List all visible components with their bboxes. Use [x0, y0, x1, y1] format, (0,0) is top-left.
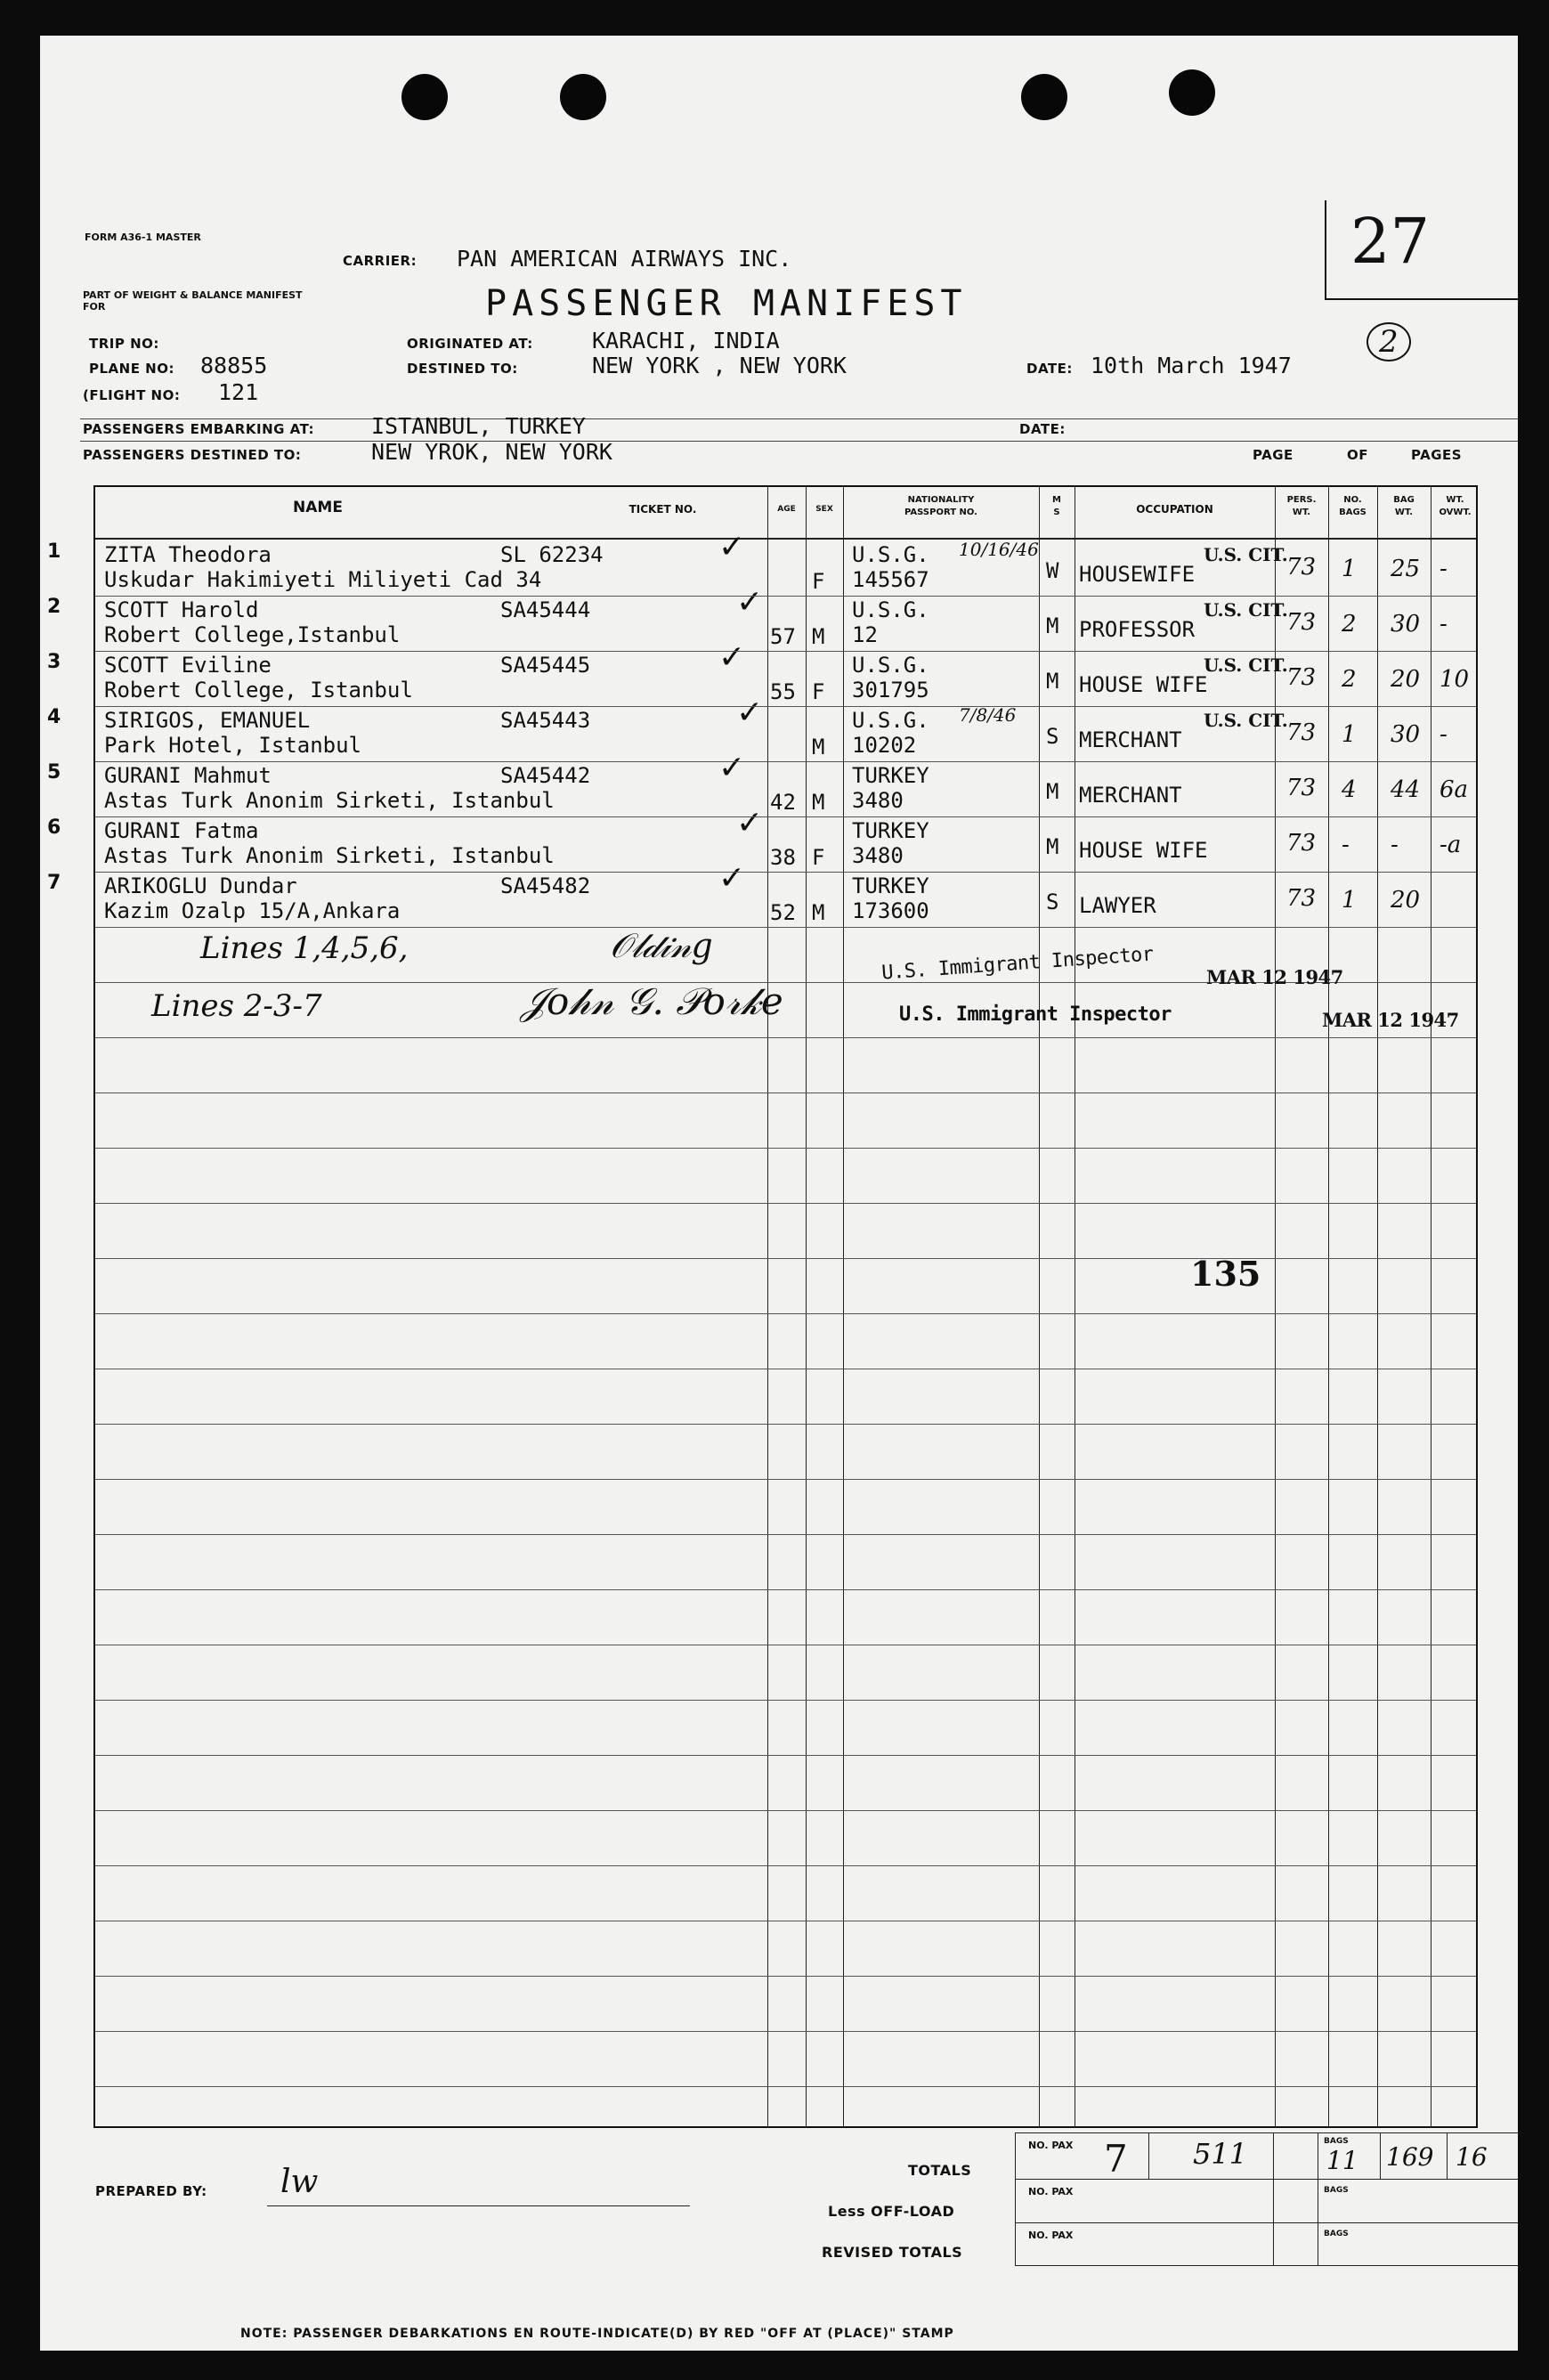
passenger-table: [93, 485, 1478, 2128]
bag-weight: -: [1391, 832, 1399, 858]
occupation: PROFESSOR: [1079, 617, 1196, 642]
row-number: 1: [47, 540, 61, 563]
passport-number: 301795: [852, 678, 929, 703]
date-label: DATE:: [1026, 361, 1073, 377]
passenger-age: 42: [770, 790, 796, 815]
passenger-age: 52: [770, 900, 796, 925]
check-mark-icon: ✓: [718, 639, 746, 676]
signature-2: 𝒥𝑜𝒽𝓃 𝒢. 𝒫𝑜𝓇𝓀𝑒: [521, 979, 783, 1023]
row-number: 7: [47, 872, 61, 894]
footer-note: NOTE: PASSENGER DEBARKATIONS EN ROUTE-INDICATE(D) BY RED "OFF AT (PLACE)" STAMP: [240, 2327, 954, 2341]
stamped-number: 135: [1190, 1254, 1261, 1294]
passenger-name: GURANI Fatma: [104, 818, 259, 843]
flight-no-label: (FLIGHT NO:: [83, 387, 181, 403]
nationality: TURKEY: [852, 873, 929, 898]
ticket-number: SA45444: [500, 597, 591, 622]
lines-note-2: Lines 2-3-7: [151, 988, 322, 1024]
passenger-address: Kazim Ozalp 15/A,Ankara: [104, 898, 401, 923]
passenger-name: ZITA Theodora: [104, 542, 272, 567]
bag-count: -: [1342, 832, 1350, 858]
punch-hole: [401, 74, 448, 120]
carrier-value: PAN AMERICAN AIRWAYS INC.: [457, 246, 792, 272]
nationality: TURKEY: [852, 818, 929, 843]
check-mark-icon: ✓: [736, 695, 764, 731]
col-name: NAME: [293, 499, 343, 516]
ticket-number: SA45443: [500, 708, 591, 733]
stamp-date-2: MAR 12 1947: [1322, 1009, 1459, 1031]
total-pax: 7: [1104, 2137, 1128, 2181]
prepared-by-initials: lw: [280, 2164, 319, 2200]
occupation: HOUSE WIFE: [1079, 672, 1208, 697]
passenger-sex: M: [812, 790, 825, 815]
passenger-name: SIRIGOS, EMANUEL: [104, 708, 311, 733]
passport-number: 173600: [852, 898, 929, 923]
bag-count: 1: [1342, 721, 1357, 748]
no-pax-label-3: NO. PAX: [1028, 2230, 1074, 2241]
check-mark-icon: ✓: [718, 529, 746, 565]
occupation: MERCHANT: [1079, 783, 1182, 808]
col-ms: M S: [1052, 495, 1061, 517]
marital-status: M: [1046, 834, 1059, 859]
no-pax-label: NO. PAX: [1028, 2140, 1074, 2151]
ticket-number: SA45445: [500, 653, 591, 678]
circled-two: 2: [1367, 322, 1411, 361]
destination-label: PASSENGERS DESTINED TO:: [83, 447, 302, 463]
occupation: HOUSE WIFE: [1079, 838, 1208, 863]
passenger-sex: M: [812, 900, 825, 925]
passenger-address: Uskudar Hakimiyeti Miliyeti Cad 34: [104, 567, 542, 592]
us-citizen-stamp: U.S. CIT.: [1204, 599, 1288, 621]
marital-status: S: [1046, 724, 1059, 749]
us-citizen-stamp: U.S. CIT.: [1204, 710, 1288, 731]
originated-value: KARACHI, INDIA: [592, 328, 780, 353]
personal-weight: 73: [1286, 885, 1317, 912]
passport-number: 10202: [852, 733, 917, 758]
inspector-title-1: U.S. Immigrant Inspector: [880, 943, 1155, 985]
inspector-title-2: U.S. Immigrant Inspector: [899, 1003, 1172, 1026]
lines-note-1: Lines 1,4,5,6,: [200, 930, 409, 966]
date2-label: DATE:: [1019, 421, 1066, 437]
passenger-address: Astas Turk Anonim Sirketi, Istanbul: [104, 788, 555, 813]
bag-weight: 44: [1391, 776, 1421, 803]
punch-hole: [1169, 69, 1215, 116]
prepared-by-label: PREPARED BY:: [95, 2183, 207, 2199]
row-number: 2: [47, 596, 61, 618]
nationality: TURKEY: [852, 763, 929, 788]
col-wt-ovwt: WT. OVWT.: [1439, 495, 1472, 517]
bag-count: 2: [1342, 666, 1357, 693]
overweight: 6a: [1440, 776, 1469, 803]
marital-status: S: [1046, 889, 1059, 914]
passenger-sex: F: [812, 845, 825, 870]
overweight: -: [1440, 611, 1448, 638]
nationality: U.S.G.: [852, 597, 929, 622]
signature-1: 𝒪𝓁𝒹𝒾𝓃𝑔: [610, 926, 713, 965]
flight-no-value: 121: [218, 379, 259, 405]
col-bag-wt: BAG WT.: [1393, 495, 1415, 517]
bags-label: BAGS: [1324, 2137, 1349, 2146]
personal-weight: 73: [1286, 830, 1317, 857]
date-value: 10th March 1947: [1091, 353, 1292, 378]
row-number: 4: [47, 706, 61, 728]
col-occupation: OCCUPATION: [1136, 503, 1213, 516]
passport-number: 12: [852, 622, 878, 647]
revised-totals-label: REVISED TOTALS: [822, 2244, 963, 2261]
check-mark-icon: ✓: [736, 805, 764, 841]
overweight: -a: [1440, 832, 1462, 858]
ticket-number: SL 62234: [500, 542, 604, 567]
ticket-number: SA45482: [500, 873, 591, 898]
passenger-name: GURANI Mahmut: [104, 763, 272, 788]
bag-weight: 20: [1391, 887, 1421, 914]
totals-label: TOTALS: [908, 2162, 972, 2179]
passenger-address: Robert College,Istanbul: [104, 622, 401, 647]
passenger-age: 55: [770, 679, 796, 704]
col-passport: NATIONALITY PASSPORT NO.: [904, 495, 977, 517]
row-number: 6: [47, 816, 61, 839]
totals-box: [1015, 2132, 1518, 2266]
bag-count: 2: [1342, 611, 1357, 638]
trip-no-label: TRIP NO:: [89, 336, 159, 352]
form-number: FORM A36-1 MASTER: [85, 232, 201, 243]
carrier-label: CARRIER:: [343, 253, 418, 269]
total-bag-wt: 169: [1386, 2142, 1434, 2172]
occupation: HOUSEWIFE: [1079, 562, 1196, 587]
bags-label-3: BAGS: [1324, 2230, 1349, 2238]
passenger-sex: F: [812, 569, 825, 594]
bag-count: 1: [1342, 887, 1357, 914]
destination-value: NEW YROK, NEW YORK: [371, 439, 612, 465]
overweight: 10: [1440, 666, 1470, 693]
page-title: PASSENGER MANIFEST: [485, 283, 968, 324]
bag-weight: 30: [1391, 721, 1421, 748]
passenger-address: Robert College, Istanbul: [104, 678, 413, 703]
col-ticket: TICKET NO.: [629, 503, 697, 516]
check-mark-icon: ✓: [736, 584, 764, 621]
personal-weight: 73: [1286, 775, 1317, 801]
off-load-label: Less OFF-LOAD: [828, 2203, 955, 2220]
ticket-number: SA45442: [500, 763, 591, 788]
destined-label: DESTINED TO:: [407, 361, 518, 377]
punch-hole: [1021, 74, 1067, 120]
total-ovwt: 16: [1456, 2142, 1488, 2172]
passport-date-note: 10/16/46: [959, 539, 1039, 560]
passenger-name: SCOTT Eviline: [104, 653, 272, 678]
passenger-address: Park Hotel, Istanbul: [104, 733, 361, 758]
bag-weight: 20: [1391, 666, 1421, 693]
passenger-sex: M: [812, 624, 825, 649]
bag-weight: 30: [1391, 611, 1421, 638]
passenger-name: ARIKOGLU Dundar: [104, 873, 297, 898]
bag-count: 1: [1342, 556, 1357, 582]
personal-weight: 73: [1286, 664, 1317, 691]
pages-label: PAGES: [1411, 447, 1463, 463]
passport-number: 145567: [852, 567, 929, 592]
total-bags: 11: [1326, 2146, 1358, 2175]
plane-no-label: PLANE NO:: [89, 361, 174, 377]
nationality: U.S.G.: [852, 708, 929, 733]
originated-label: ORIGINATED AT:: [407, 336, 533, 352]
nationality: U.S.G.: [852, 542, 929, 567]
check-mark-icon: ✓: [718, 860, 746, 897]
col-bags: NO. BAGS: [1339, 495, 1367, 517]
bags-label-2: BAGS: [1324, 2186, 1349, 2195]
passenger-sex: M: [812, 735, 825, 759]
marital-status: M: [1046, 779, 1059, 804]
passenger-age: 57: [770, 624, 796, 649]
us-citizen-stamp: U.S. CIT.: [1204, 544, 1288, 565]
row-number: 3: [47, 651, 61, 673]
part-of-label: PART OF WEIGHT & BALANCE MANIFEST FOR: [83, 289, 303, 313]
occupation: MERCHANT: [1079, 727, 1182, 752]
passenger-address: Astas Turk Anonim Sirketi, Istanbul: [104, 843, 555, 868]
passenger-sex: F: [812, 679, 825, 704]
manifest-sheet: [40, 36, 1518, 2351]
overweight: -: [1440, 721, 1448, 748]
col-pers-wt: PERS. WT.: [1286, 495, 1317, 517]
sheet-number: 27: [1350, 205, 1431, 278]
nationality: U.S.G.: [852, 653, 929, 678]
plane-no-value: 88855: [200, 353, 268, 378]
passport-number: 3480: [852, 843, 904, 868]
no-pax-label-2: NO. PAX: [1028, 2186, 1074, 2197]
embarking-value: ISTANBUL, TURKEY: [371, 413, 586, 439]
occupation: LAWYER: [1079, 893, 1156, 918]
page-label: PAGE: [1253, 447, 1294, 463]
stamp-date-1: MAR 12 1947: [1206, 966, 1343, 988]
personal-weight: 73: [1286, 554, 1317, 581]
personal-weight: 73: [1286, 609, 1317, 636]
marital-status: W: [1046, 558, 1059, 583]
passport-number: 3480: [852, 788, 904, 813]
row-number: 5: [47, 761, 61, 784]
punch-hole: [560, 74, 606, 120]
us-citizen-stamp: U.S. CIT.: [1204, 654, 1288, 676]
bag-weight: 25: [1391, 556, 1421, 582]
col-age: AGE: [777, 505, 796, 514]
total-weight: 511: [1193, 2137, 1248, 2171]
passenger-age: 38: [770, 845, 796, 870]
bag-count: 4: [1342, 776, 1357, 803]
check-mark-icon: ✓: [718, 750, 746, 786]
embarking-label: PASSENGERS EMBARKING AT:: [83, 421, 315, 437]
passport-date-note: 7/8/46: [959, 704, 1017, 726]
personal-weight: 73: [1286, 719, 1317, 746]
marital-status: M: [1046, 669, 1059, 694]
passenger-name: SCOTT Harold: [104, 597, 259, 622]
of-label: OF: [1347, 447, 1368, 463]
marital-status: M: [1046, 613, 1059, 638]
overweight: -: [1440, 556, 1448, 582]
destined-value: NEW YORK , NEW YORK: [592, 353, 847, 378]
col-sex: SEX: [815, 505, 833, 514]
